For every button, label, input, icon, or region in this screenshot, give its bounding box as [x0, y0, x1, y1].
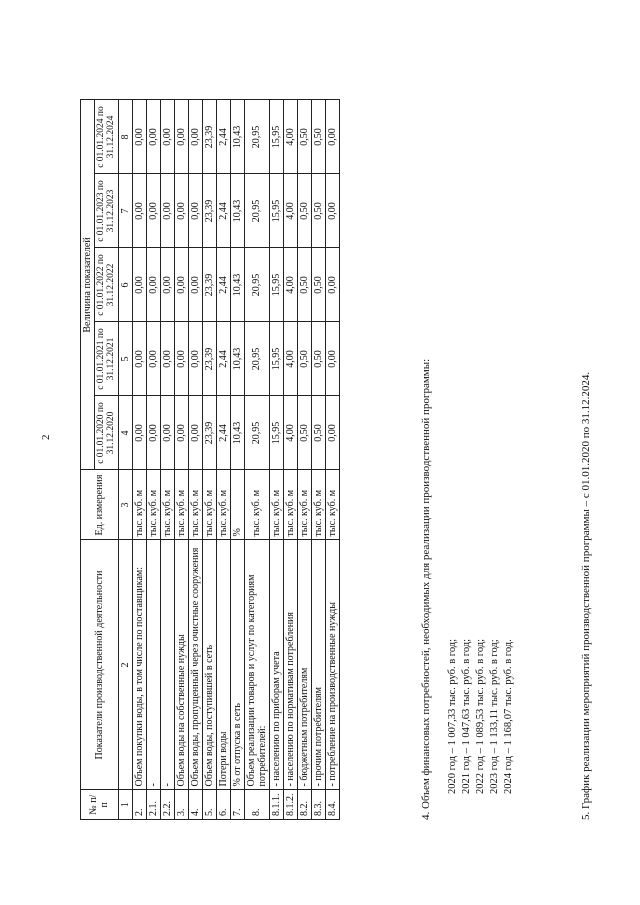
- row-number: 8.2.: [297, 790, 311, 820]
- table-row: [188, 100, 202, 820]
- row-value: 0,00: [188, 174, 202, 248]
- production-indicators-table: [80, 100, 340, 821]
- financial-needs-item: 2022 год – 1 089,53 тыс. руб. в год;: [475, 638, 486, 794]
- row-indicator: % от отпуска в сеть: [230, 540, 244, 790]
- row-indicator: Потери воды: [216, 540, 230, 790]
- header-period: с 01.01.2020 по 31.12.2020: [95, 396, 119, 470]
- row-value: 4,00: [283, 396, 297, 470]
- column-number: 3: [118, 470, 132, 540]
- row-value: 0,00: [146, 174, 160, 248]
- rotated-content: [80, 60, 600, 820]
- financial-needs-item: 2020 год – 1 007,33 тыс. руб. в год;: [447, 638, 458, 794]
- row-value: 0,50: [297, 100, 311, 174]
- page-number: 2: [40, 434, 52, 440]
- row-indicator: Объем воды, поступившей в сеть: [202, 540, 216, 790]
- row-number: 5.: [202, 790, 216, 820]
- header-period: с 01.01.2023 по 31.12.2023: [95, 174, 119, 248]
- row-unit: тыс. куб. м: [188, 470, 202, 540]
- row-value: 0,50: [311, 322, 325, 396]
- row-unit: тыс. куб. м: [202, 470, 216, 540]
- row-value: 0,50: [311, 174, 325, 248]
- row-value: 0,00: [146, 248, 160, 322]
- table-row: [230, 100, 244, 820]
- row-value: 0,00: [325, 100, 339, 174]
- row-value: 15,95: [269, 100, 283, 174]
- row-value: 0,00: [146, 322, 160, 396]
- row-unit: тыс. куб. м: [311, 470, 325, 540]
- header-period: с 01.01.2024 по 31.12.2024: [95, 100, 119, 174]
- row-value: 0,00: [174, 248, 188, 322]
- column-number: 6: [118, 248, 132, 322]
- row-number: 8.1.1.: [269, 790, 283, 820]
- row-indicator: -: [160, 540, 174, 790]
- table-row: [269, 100, 283, 820]
- row-unit: тыс. куб. м: [269, 470, 283, 540]
- financial-needs-list: [446, 639, 516, 794]
- column-number: 8: [118, 100, 132, 174]
- row-value: 0,00: [325, 322, 339, 396]
- table-row: [297, 100, 311, 820]
- column-number: 5: [118, 322, 132, 396]
- row-value: 20,95: [244, 396, 269, 470]
- row-indicator: Объем покупки воды, в том числе по поставщикам:: [132, 540, 146, 790]
- row-value: 0,50: [311, 248, 325, 322]
- row-value: 0,00: [146, 396, 160, 470]
- row-value: 0,00: [188, 396, 202, 470]
- row-unit: тыс. куб. м: [160, 470, 174, 540]
- row-unit: тыс. куб. м: [297, 470, 311, 540]
- header-period: с 01.01.2022 по 31.12.2022: [95, 248, 119, 322]
- row-number: 2.2.: [160, 790, 174, 820]
- header-period: с 01.01.2021 по 31.12.2021: [95, 322, 119, 396]
- row-value: 10,43: [230, 322, 244, 396]
- row-value: 0,00: [132, 322, 146, 396]
- row-value: 2,44: [216, 396, 230, 470]
- row-number: 7.: [230, 790, 244, 820]
- row-value: 15,95: [269, 174, 283, 248]
- table-row: [174, 100, 188, 820]
- row-unit: %: [230, 470, 244, 540]
- header-unit: Ед. измерения: [81, 470, 119, 540]
- row-value: 2,44: [216, 322, 230, 396]
- table-row: [132, 100, 146, 820]
- row-unit: тыс. куб. м: [325, 470, 339, 540]
- row-value: 20,95: [244, 248, 269, 322]
- row-value: 0,00: [132, 396, 146, 470]
- table-row: [311, 100, 325, 820]
- row-value: 0,00: [160, 322, 174, 396]
- row-value: 23,39: [202, 100, 216, 174]
- row-indicator: - населению по приборам учета: [269, 540, 283, 790]
- row-value: 0,00: [188, 322, 202, 396]
- row-indicator: Объем воды на собственные нужды: [174, 540, 188, 790]
- row-number: 6.: [216, 790, 230, 820]
- row-value: 0,00: [188, 100, 202, 174]
- row-unit: тыс. куб. м: [132, 470, 146, 540]
- financial-needs-item: 2024 год – 1 168,07 тыс. руб. в год.: [503, 639, 514, 794]
- row-value: 0,00: [174, 174, 188, 248]
- table-row: [325, 100, 339, 820]
- row-number: 2.: [132, 790, 146, 820]
- row-number: 8.: [244, 790, 269, 820]
- row-value: 10,43: [230, 396, 244, 470]
- row-value: 0,00: [174, 322, 188, 396]
- section-4-heading: 4. Объем финансовых потребностей, необходимых для реализации производственной программы:: [420, 358, 432, 820]
- row-value: 0,00: [132, 174, 146, 248]
- row-value: 0,00: [325, 396, 339, 470]
- header-row-1: [81, 100, 95, 820]
- row-indicator: Объем воды, пропущенный через очистные сооружения: [188, 540, 202, 790]
- row-number: 3.: [174, 790, 188, 820]
- table-row: [202, 100, 216, 820]
- row-value: 10,43: [230, 174, 244, 248]
- row-value: 0,00: [146, 100, 160, 174]
- row-value: 0,50: [297, 322, 311, 396]
- row-number: 4.: [188, 790, 202, 820]
- row-value: 0,00: [325, 174, 339, 248]
- row-value: 23,39: [202, 248, 216, 322]
- row-value: 4,00: [283, 100, 297, 174]
- header-values: Величина показателей: [81, 100, 95, 470]
- row-value: 0,50: [297, 174, 311, 248]
- row-value: 20,95: [244, 322, 269, 396]
- row-value: 0,50: [311, 396, 325, 470]
- row-indicator: -: [146, 540, 160, 790]
- row-value: 23,39: [202, 396, 216, 470]
- row-value: 4,00: [283, 248, 297, 322]
- row-value: 15,95: [269, 248, 283, 322]
- header-indicator: Показатели производственной деятельности: [81, 540, 119, 790]
- row-value: 0,00: [325, 248, 339, 322]
- row-number: 8.3.: [311, 790, 325, 820]
- row-indicator: Объем реализации товаров и услуг по категориям потребителей:: [244, 540, 269, 790]
- row-value: 2,44: [216, 248, 230, 322]
- financial-needs-item: 2023 год – 1 133,11 тыс. руб. в год;: [489, 639, 500, 794]
- header-num: № п/п: [81, 790, 119, 820]
- column-number: 7: [118, 174, 132, 248]
- row-value: 0,50: [297, 396, 311, 470]
- row-unit: тыс. куб. м: [146, 470, 160, 540]
- section-5-heading: 5. График реализации мероприятий производственной программы – с 01.01.2020 по 31.12.2024.: [580, 371, 592, 820]
- row-value: 0,00: [160, 174, 174, 248]
- row-unit: тыс. куб. м: [174, 470, 188, 540]
- row-value: 15,95: [269, 396, 283, 470]
- row-value: 0,00: [174, 396, 188, 470]
- row-value: 0,00: [188, 248, 202, 322]
- row-value: 2,44: [216, 100, 230, 174]
- row-value: 20,95: [244, 174, 269, 248]
- row-value: 10,43: [230, 248, 244, 322]
- financial-needs-item: 2021 год – 1 047,63 тыс. руб. в год;: [461, 638, 472, 794]
- table-row: [244, 100, 269, 820]
- row-number: 2.1.: [146, 790, 160, 820]
- row-value: 0,00: [132, 100, 146, 174]
- row-value: 15,95: [269, 322, 283, 396]
- row-value: 10,43: [230, 100, 244, 174]
- row-value: 0,50: [311, 100, 325, 174]
- row-number: 8.1.2.: [283, 790, 297, 820]
- table-row: [160, 100, 174, 820]
- row-value: 23,39: [202, 322, 216, 396]
- row-value: 0,50: [297, 248, 311, 322]
- row-indicator: - прочим потребителям: [311, 540, 325, 790]
- row-value: 23,39: [202, 174, 216, 248]
- table-row: [146, 100, 160, 820]
- table-row: [216, 100, 230, 820]
- row-value: 0,00: [132, 248, 146, 322]
- row-number: 8.4.: [325, 790, 339, 820]
- table-body: [132, 100, 339, 820]
- column-number-row: [118, 100, 132, 820]
- row-value: 0,00: [174, 100, 188, 174]
- row-indicator: - бюджетным потребителям: [297, 540, 311, 790]
- row-value: 0,00: [160, 100, 174, 174]
- table-row: [283, 100, 297, 820]
- row-value: 4,00: [283, 322, 297, 396]
- column-number: 2: [118, 540, 132, 790]
- row-unit: тыс. куб. м: [283, 470, 297, 540]
- row-unit: тыс. куб. м: [244, 470, 269, 540]
- row-unit: тыс. куб. м: [216, 470, 230, 540]
- row-value: 2,44: [216, 174, 230, 248]
- column-number: 4: [118, 396, 132, 470]
- row-indicator: - потребление на производственные нужды: [325, 540, 339, 790]
- row-value: 4,00: [283, 174, 297, 248]
- row-value: 0,00: [160, 396, 174, 470]
- row-indicator: - населению по нормативам потребления: [283, 540, 297, 790]
- row-value: 0,00: [160, 248, 174, 322]
- row-value: 20,95: [244, 100, 269, 174]
- column-number: 1: [118, 790, 132, 820]
